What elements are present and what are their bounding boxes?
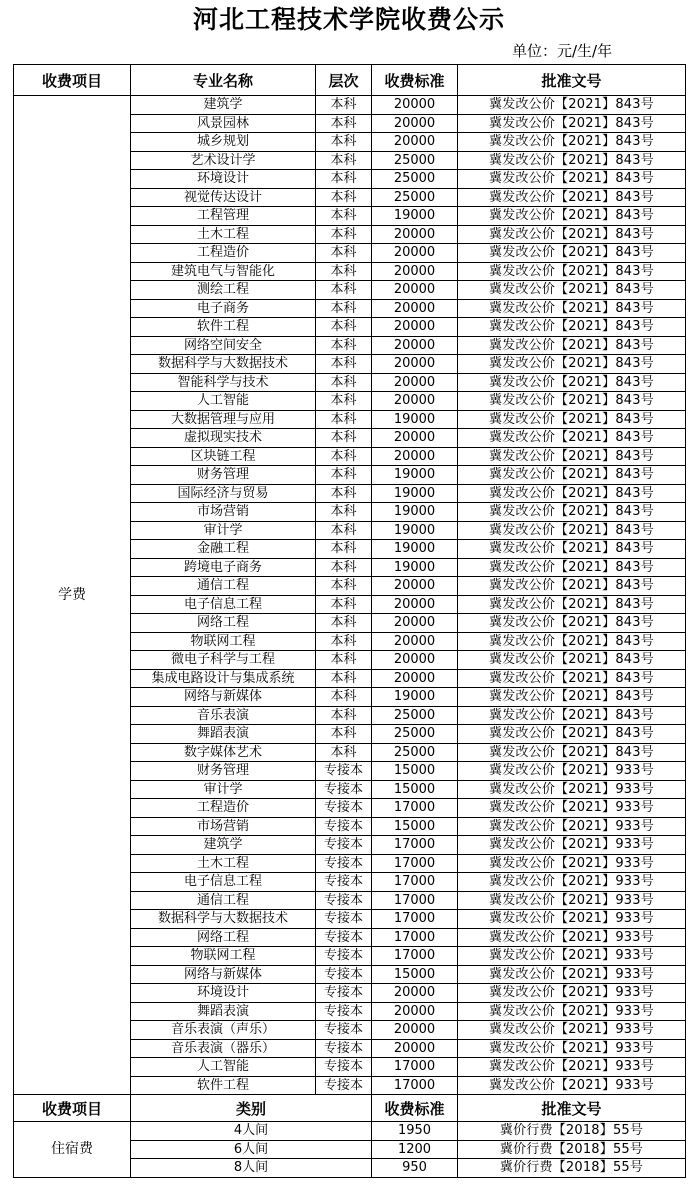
page-title: 河北工程技术学院收费公示 (192, 5, 505, 34)
approval-doc-cell: 冀发改公价【2021】843号 (458, 725, 686, 744)
fee-cell: 20000 (372, 447, 458, 466)
dorm-header-category: 类别 (131, 1095, 372, 1122)
approval-doc-cell: 冀发改公价【2021】843号 (458, 355, 686, 374)
major-name-cell: 网络与新媒体 (131, 965, 316, 984)
level-cell: 专接本 (316, 873, 372, 892)
fee-cell: 20000 (372, 244, 458, 263)
fee-cell: 20000 (372, 281, 458, 300)
approval-doc-cell: 冀价行费【2018】55号 (458, 1159, 686, 1178)
approval-doc-cell: 冀发改公价【2021】933号 (458, 762, 686, 781)
tuition-body (14, 96, 686, 1095)
major-name-cell: 土木工程 (131, 854, 316, 873)
tuition-table (13, 64, 686, 1095)
level-cell: 专接本 (316, 1058, 372, 1077)
approval-doc-cell: 冀发改公价【2021】843号 (458, 207, 686, 226)
fee-cell: 20000 (372, 429, 458, 448)
approval-doc-cell: 冀发改公价【2021】843号 (458, 133, 686, 152)
dorm-body (14, 1122, 686, 1178)
level-cell: 专接本 (316, 965, 372, 984)
approval-doc-cell: 冀发改公价【2021】843号 (458, 336, 686, 355)
fee-cell: 17000 (372, 1058, 458, 1077)
level-cell: 本科 (316, 225, 372, 244)
fee-cell: 20000 (372, 632, 458, 651)
major-name-cell: 审计学 (131, 521, 316, 540)
level-cell: 本科 (316, 614, 372, 633)
major-name-cell: 人工智能 (131, 392, 316, 411)
approval-doc-cell: 冀价行费【2018】55号 (458, 1140, 686, 1159)
level-cell: 本科 (316, 577, 372, 596)
approval-doc-cell: 冀发改公价【2021】843号 (458, 503, 686, 522)
approval-doc-cell: 冀发改公价【2021】933号 (458, 873, 686, 892)
fee-cell: 19000 (372, 410, 458, 429)
fee-cell: 950 (372, 1159, 458, 1178)
major-name-cell: 音乐表演（声乐） (131, 1021, 316, 1040)
fee-cell: 20000 (372, 225, 458, 244)
major-name-cell: 审计学 (131, 780, 316, 799)
major-name-cell: 财务管理 (131, 762, 316, 781)
major-name-cell: 测绘工程 (131, 281, 316, 300)
approval-doc-cell: 冀发改公价【2021】843号 (458, 114, 686, 133)
dorm-header-fee-standard: 收费标准 (372, 1095, 458, 1122)
fee-cell: 20000 (372, 96, 458, 115)
approval-doc-cell: 冀发改公价【2021】933号 (458, 1002, 686, 1021)
tuition-header-row (14, 65, 686, 96)
level-cell: 专接本 (316, 984, 372, 1003)
approval-doc-cell: 冀发改公价【2021】933号 (458, 817, 686, 836)
fee-cell: 17000 (372, 1076, 458, 1095)
major-name-cell: 电子信息工程 (131, 873, 316, 892)
major-name-cell: 环境设计 (131, 170, 316, 189)
approval-doc-cell: 冀发改公价【2021】843号 (458, 225, 686, 244)
room-type-cell: 4人间 (131, 1122, 372, 1141)
fee-cell: 19000 (372, 558, 458, 577)
approval-doc-cell: 冀发改公价【2021】843号 (458, 743, 686, 762)
fee-cell: 19000 (372, 503, 458, 522)
approval-doc-cell: 冀发改公价【2021】843号 (458, 392, 686, 411)
dorm-header-fee-item: 收费项目 (14, 1095, 131, 1122)
approval-doc-cell: 冀发改公价【2021】843号 (458, 651, 686, 670)
major-name-cell: 大数据管理与应用 (131, 410, 316, 429)
level-cell: 专接本 (316, 1039, 372, 1058)
approval-doc-cell: 冀发改公价【2021】843号 (458, 318, 686, 337)
fee-cell: 20000 (372, 1039, 458, 1058)
table-row (14, 96, 686, 115)
major-name-cell: 数字媒体艺术 (131, 743, 316, 762)
room-type-cell: 6人间 (131, 1140, 372, 1159)
level-cell: 本科 (316, 207, 372, 226)
major-name-cell: 物联网工程 (131, 632, 316, 651)
major-name-cell: 通信工程 (131, 891, 316, 910)
major-name-cell: 网络工程 (131, 928, 316, 947)
fee-cell: 19000 (372, 207, 458, 226)
fee-cell: 17000 (372, 947, 458, 966)
level-cell: 本科 (316, 521, 372, 540)
major-name-cell: 艺术设计学 (131, 151, 316, 170)
level-cell: 本科 (316, 151, 372, 170)
approval-doc-cell: 冀发改公价【2021】933号 (458, 1039, 686, 1058)
approval-doc-cell: 冀发改公价【2021】933号 (458, 799, 686, 818)
dorm-header-approval-doc: 批准文号 (458, 1095, 686, 1122)
approval-doc-cell: 冀发改公价【2021】843号 (458, 281, 686, 300)
major-name-cell: 工程造价 (131, 244, 316, 263)
fee-cell: 20000 (372, 984, 458, 1003)
level-cell: 本科 (316, 466, 372, 485)
major-name-cell: 电子信息工程 (131, 595, 316, 614)
fee-cell: 17000 (372, 910, 458, 929)
fee-cell: 15000 (372, 780, 458, 799)
approval-doc-cell: 冀发改公价【2021】933号 (458, 910, 686, 929)
level-cell: 本科 (316, 669, 372, 688)
major-name-cell: 土木工程 (131, 225, 316, 244)
fee-cell: 17000 (372, 799, 458, 818)
level-cell: 本科 (316, 725, 372, 744)
level-cell: 本科 (316, 281, 372, 300)
fee-cell: 25000 (372, 151, 458, 170)
major-name-cell: 建筑电气与智能化 (131, 262, 316, 281)
major-name-cell: 软件工程 (131, 318, 316, 337)
level-cell: 本科 (316, 318, 372, 337)
approval-doc-cell: 冀发改公价【2021】843号 (458, 96, 686, 115)
fee-cell: 20000 (372, 318, 458, 337)
major-name-cell: 物联网工程 (131, 947, 316, 966)
fee-cell: 25000 (372, 706, 458, 725)
fee-category-dorm: 住宿费 (14, 1122, 131, 1178)
header-level: 层次 (316, 65, 372, 96)
major-name-cell: 舞蹈表演 (131, 1002, 316, 1021)
level-cell: 本科 (316, 114, 372, 133)
major-name-cell: 工程造价 (131, 799, 316, 818)
major-name-cell: 区块链工程 (131, 447, 316, 466)
approval-doc-cell: 冀发改公价【2021】933号 (458, 928, 686, 947)
level-cell: 本科 (316, 595, 372, 614)
fee-cell: 25000 (372, 170, 458, 189)
approval-doc-cell: 冀发改公价【2021】843号 (458, 632, 686, 651)
level-cell: 本科 (316, 133, 372, 152)
major-name-cell: 城乡规划 (131, 133, 316, 152)
approval-doc-cell: 冀发改公价【2021】843号 (458, 466, 686, 485)
approval-doc-cell: 冀发改公价【2021】843号 (458, 188, 686, 207)
level-cell: 本科 (316, 410, 372, 429)
fee-cell: 25000 (372, 188, 458, 207)
level-cell: 本科 (316, 651, 372, 670)
major-name-cell: 数据科学与大数据技术 (131, 910, 316, 929)
fee-cell: 17000 (372, 891, 458, 910)
level-cell: 本科 (316, 170, 372, 189)
approval-doc-cell: 冀发改公价【2021】843号 (458, 262, 686, 281)
major-name-cell: 电子商务 (131, 299, 316, 318)
fee-cell: 20000 (372, 1021, 458, 1040)
approval-doc-cell: 冀价行费【2018】55号 (458, 1122, 686, 1141)
fee-cell: 20000 (372, 577, 458, 596)
approval-doc-cell: 冀发改公价【2021】933号 (458, 891, 686, 910)
approval-doc-cell: 冀发改公价【2021】933号 (458, 836, 686, 855)
major-name-cell: 软件工程 (131, 1076, 316, 1095)
fee-cell: 19000 (372, 484, 458, 503)
level-cell: 本科 (316, 706, 372, 725)
fee-cell: 19000 (372, 521, 458, 540)
major-name-cell: 网络工程 (131, 614, 316, 633)
major-name-cell: 金融工程 (131, 540, 316, 559)
approval-doc-cell: 冀发改公价【2021】843号 (458, 669, 686, 688)
level-cell: 本科 (316, 262, 372, 281)
fee-cell: 20000 (372, 595, 458, 614)
approval-doc-cell: 冀发改公价【2021】933号 (458, 965, 686, 984)
level-cell: 本科 (316, 540, 372, 559)
fee-category-tuition: 学费 (14, 96, 131, 1095)
major-name-cell: 网络空间安全 (131, 336, 316, 355)
approval-doc-cell: 冀发改公价【2021】843号 (458, 244, 686, 263)
approval-doc-cell: 冀发改公价【2021】933号 (458, 947, 686, 966)
approval-doc-cell: 冀发改公价【2021】843号 (458, 595, 686, 614)
approval-doc-cell: 冀发改公价【2021】933号 (458, 1076, 686, 1095)
approval-doc-cell: 冀发改公价【2021】843号 (458, 706, 686, 725)
major-name-cell: 网络与新媒体 (131, 688, 316, 707)
approval-doc-cell: 冀发改公价【2021】843号 (458, 521, 686, 540)
level-cell: 本科 (316, 632, 372, 651)
level-cell: 本科 (316, 373, 372, 392)
major-name-cell: 建筑学 (131, 96, 316, 115)
level-cell: 专接本 (316, 854, 372, 873)
approval-doc-cell: 冀发改公价【2021】933号 (458, 1021, 686, 1040)
approval-doc-cell: 冀发改公价【2021】933号 (458, 984, 686, 1003)
approval-doc-cell: 冀发改公价【2021】843号 (458, 577, 686, 596)
level-cell: 专接本 (316, 1076, 372, 1095)
fee-cell: 1200 (372, 1140, 458, 1159)
table-row (14, 1122, 686, 1141)
major-name-cell: 集成电路设计与集成系统 (131, 669, 316, 688)
major-name-cell: 视觉传达设计 (131, 188, 316, 207)
fee-cell: 17000 (372, 854, 458, 873)
level-cell: 专接本 (316, 817, 372, 836)
approval-doc-cell: 冀发改公价【2021】843号 (458, 484, 686, 503)
fee-cell: 20000 (372, 669, 458, 688)
level-cell: 专接本 (316, 836, 372, 855)
level-cell: 专接本 (316, 891, 372, 910)
level-cell: 本科 (316, 503, 372, 522)
major-name-cell: 智能科学与技术 (131, 373, 316, 392)
level-cell: 专接本 (316, 799, 372, 818)
level-cell: 本科 (316, 688, 372, 707)
fee-cell: 20000 (372, 114, 458, 133)
major-name-cell: 建筑学 (131, 836, 316, 855)
fee-cell: 17000 (372, 928, 458, 947)
major-name-cell: 数据科学与大数据技术 (131, 355, 316, 374)
major-name-cell: 音乐表演 (131, 706, 316, 725)
fee-cell: 20000 (372, 392, 458, 411)
major-name-cell: 音乐表演（器乐） (131, 1039, 316, 1058)
fee-cell: 20000 (372, 336, 458, 355)
level-cell: 专接本 (316, 780, 372, 799)
fee-cell: 20000 (372, 355, 458, 374)
level-cell: 本科 (316, 484, 372, 503)
fee-cell: 15000 (372, 762, 458, 781)
level-cell: 本科 (316, 188, 372, 207)
header-major-name: 专业名称 (131, 65, 316, 96)
fee-cell: 15000 (372, 817, 458, 836)
level-cell: 本科 (316, 355, 372, 374)
approval-doc-cell: 冀发改公价【2021】933号 (458, 780, 686, 799)
room-type-cell: 8人间 (131, 1159, 372, 1178)
approval-doc-cell: 冀发改公价【2021】843号 (458, 299, 686, 318)
level-cell: 本科 (316, 743, 372, 762)
level-cell: 专接本 (316, 1002, 372, 1021)
level-cell: 本科 (316, 392, 372, 411)
approval-doc-cell: 冀发改公价【2021】843号 (458, 614, 686, 633)
level-cell: 本科 (316, 447, 372, 466)
header-fee-standard: 收费标准 (372, 65, 458, 96)
fee-cell: 19000 (372, 688, 458, 707)
major-name-cell: 虚拟现实技术 (131, 429, 316, 448)
level-cell: 本科 (316, 96, 372, 115)
fee-cell: 20000 (372, 614, 458, 633)
approval-doc-cell: 冀发改公价【2021】843号 (458, 688, 686, 707)
major-name-cell: 人工智能 (131, 1058, 316, 1077)
level-cell: 本科 (316, 429, 372, 448)
fee-cell: 15000 (372, 965, 458, 984)
fee-cell: 25000 (372, 743, 458, 762)
approval-doc-cell: 冀发改公价【2021】843号 (458, 373, 686, 392)
level-cell: 本科 (316, 244, 372, 263)
approval-doc-cell: 冀发改公价【2021】843号 (458, 540, 686, 559)
level-cell: 本科 (316, 299, 372, 318)
fee-cell: 20000 (372, 133, 458, 152)
fee-cell: 20000 (372, 1002, 458, 1021)
major-name-cell: 市场营销 (131, 503, 316, 522)
major-name-cell: 财务管理 (131, 466, 316, 485)
approval-doc-cell: 冀发改公价【2021】843号 (458, 170, 686, 189)
header-approval-doc: 批准文号 (458, 65, 686, 96)
header-fee-item: 收费项目 (14, 65, 131, 96)
fee-cell: 20000 (372, 299, 458, 318)
level-cell: 专接本 (316, 762, 372, 781)
fee-cell: 1950 (372, 1122, 458, 1141)
major-name-cell: 国际经济与贸易 (131, 484, 316, 503)
major-name-cell: 风景园林 (131, 114, 316, 133)
unit-label: 单位：元/生/年 (512, 42, 613, 60)
approval-doc-cell: 冀发改公价【2021】843号 (458, 447, 686, 466)
major-name-cell: 通信工程 (131, 577, 316, 596)
approval-doc-cell: 冀发改公价【2021】933号 (458, 1058, 686, 1077)
approval-doc-cell: 冀发改公价【2021】933号 (458, 854, 686, 873)
level-cell: 本科 (316, 336, 372, 355)
major-name-cell: 微电子科学与工程 (131, 651, 316, 670)
level-cell: 本科 (316, 558, 372, 577)
approval-doc-cell: 冀发改公价【2021】843号 (458, 558, 686, 577)
major-name-cell: 市场营销 (131, 817, 316, 836)
fee-cell: 19000 (372, 540, 458, 559)
fee-cell: 25000 (372, 725, 458, 744)
fee-cell: 17000 (372, 873, 458, 892)
level-cell: 专接本 (316, 928, 372, 947)
fee-cell: 17000 (372, 836, 458, 855)
fee-cell: 20000 (372, 262, 458, 281)
level-cell: 专接本 (316, 947, 372, 966)
fee-cell: 20000 (372, 651, 458, 670)
major-name-cell: 跨境电子商务 (131, 558, 316, 577)
fee-cell: 20000 (372, 373, 458, 392)
approval-doc-cell: 冀发改公价【2021】843号 (458, 151, 686, 170)
approval-doc-cell: 冀发改公价【2021】843号 (458, 429, 686, 448)
major-name-cell: 环境设计 (131, 984, 316, 1003)
major-name-cell: 舞蹈表演 (131, 725, 316, 744)
level-cell: 专接本 (316, 1021, 372, 1040)
fee-cell: 19000 (372, 466, 458, 485)
level-cell: 专接本 (316, 910, 372, 929)
major-name-cell: 工程管理 (131, 207, 316, 226)
dorm-table (13, 1094, 686, 1178)
approval-doc-cell: 冀发改公价【2021】843号 (458, 410, 686, 429)
dorm-header-row (14, 1095, 686, 1122)
